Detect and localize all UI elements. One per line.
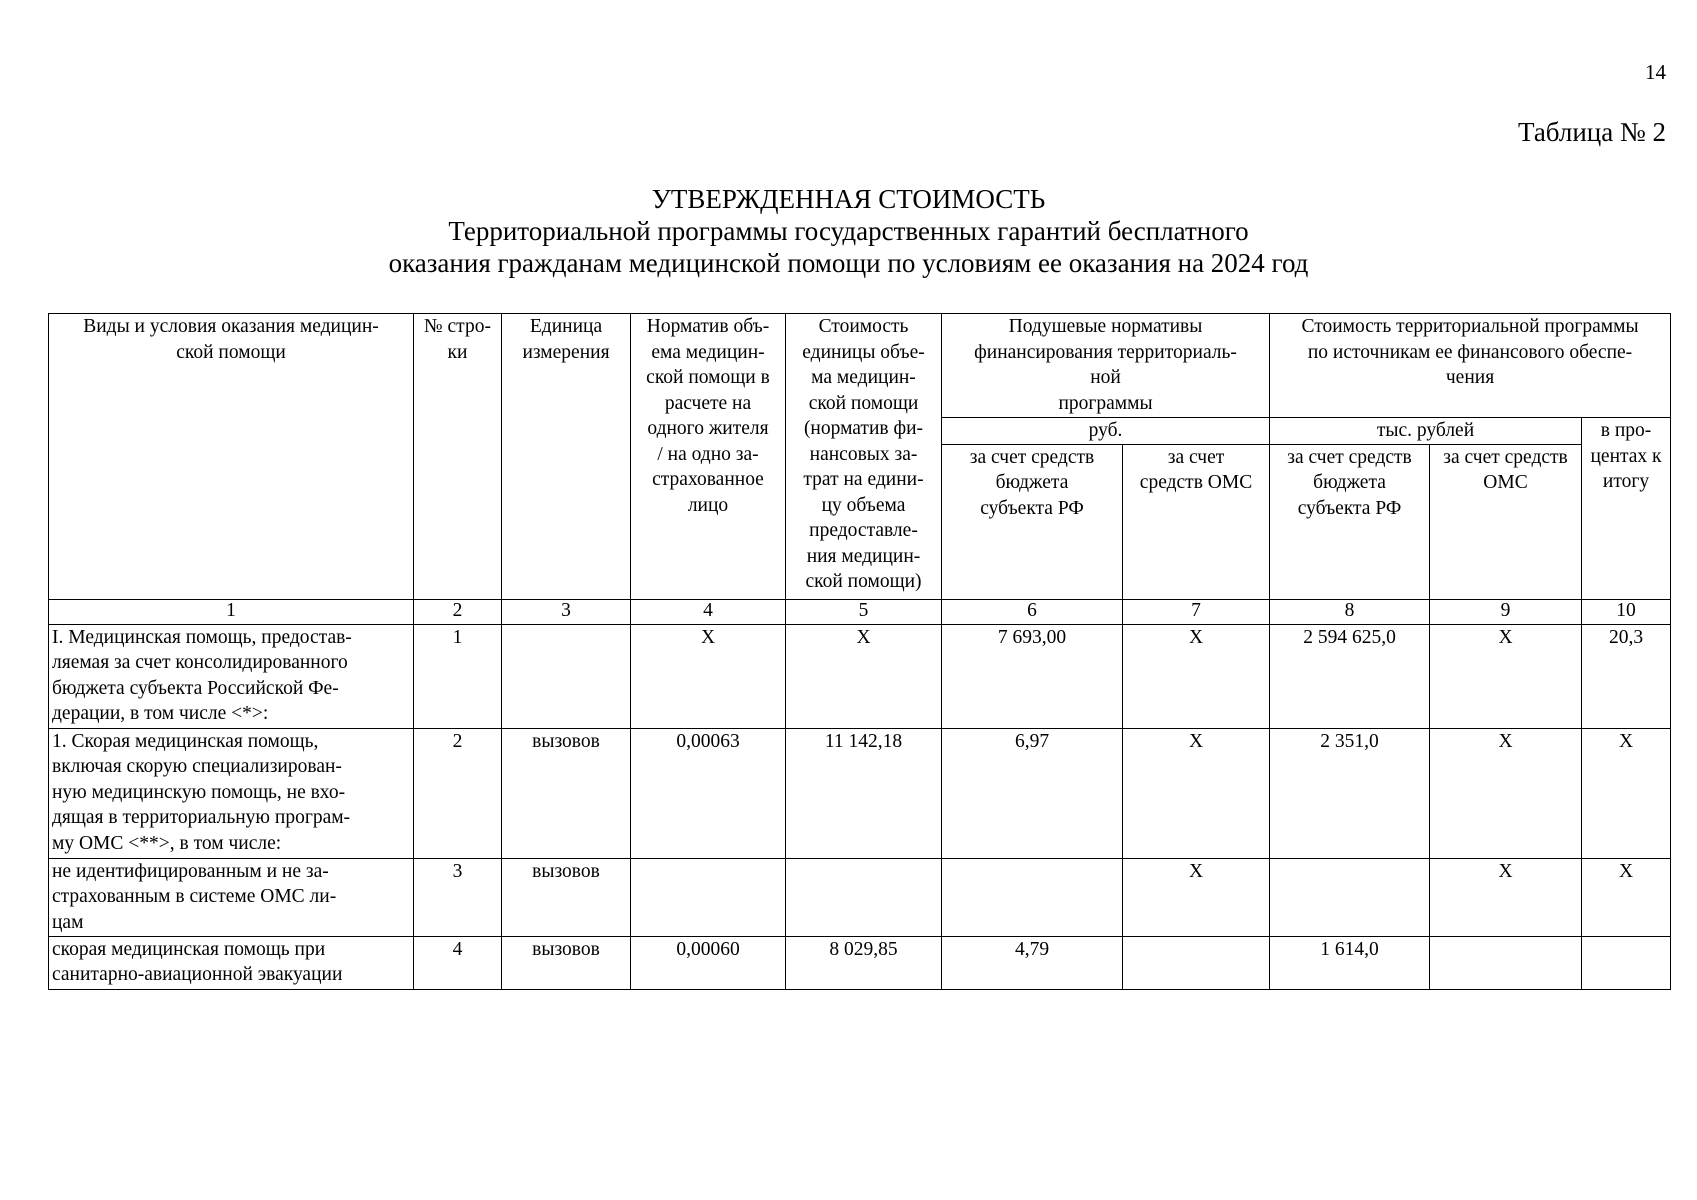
column-number: 2 (414, 599, 502, 624)
table-row (49, 858, 1671, 936)
text-line: I. Медицинская помощь, предостав- (52, 626, 352, 648)
row-unit-cost: 11 142,18 (786, 728, 942, 858)
text-line: по источникам ее финансового обеспе- (1307, 341, 1633, 363)
row-unit (502, 624, 631, 728)
header-cost-oms (1430, 444, 1582, 599)
text-line: ки (447, 341, 468, 363)
row-percent: X (1582, 858, 1671, 936)
header-percapita-budget (942, 444, 1123, 599)
text-line: предоставле- (809, 520, 918, 541)
text-line: бюджета субъекта Российской Фе- (52, 677, 339, 699)
text-line: бюджета (1313, 472, 1386, 493)
column-numbers-row (49, 599, 1671, 624)
text-line: 1. Скорая медицинская помощь, (52, 730, 319, 752)
row-volume-norm: 0,00063 (631, 728, 786, 858)
text-line: не идентифицированным и не за- (52, 860, 329, 882)
text-line: ОМС (1483, 472, 1528, 493)
text-line: в про- (1600, 420, 1652, 441)
column-number: 8 (1270, 599, 1430, 624)
text-line: / на одно за- (657, 443, 759, 465)
row-line-no: 3 (414, 858, 502, 936)
text-line: за счет средств (1443, 446, 1568, 468)
text-line: ной (1090, 367, 1121, 388)
text-line: за счет средств (1287, 446, 1412, 468)
text-line: ской помощи в (646, 367, 770, 388)
row-percent (1582, 936, 1671, 989)
text-line: Норматив объ- (646, 316, 770, 337)
column-number: 6 (942, 599, 1123, 624)
text-line: Стоимость (818, 316, 909, 337)
row-cost-budget: 2 351,0 (1270, 728, 1430, 858)
text-line: включая скорую специализирован- (52, 756, 342, 777)
row-cost-oms: X (1430, 624, 1582, 728)
text-line: трат на едини- (803, 469, 924, 490)
text-line: чения (1445, 367, 1495, 388)
row-percapita-budget (942, 858, 1123, 936)
header-cost-budget (1270, 444, 1430, 599)
text-line: ема медицин- (651, 341, 765, 363)
row-cost-oms (1430, 936, 1582, 989)
row-percapita-budget: 6,97 (942, 728, 1123, 858)
text-line: страхованное (652, 469, 764, 490)
header-percapita-oms (1123, 444, 1270, 599)
column-number: 1 (49, 599, 414, 624)
text-line: программы (1058, 392, 1153, 414)
row-line-no: 4 (414, 936, 502, 989)
row-percapita-oms: X (1123, 858, 1270, 936)
header-unit-cost (786, 314, 942, 600)
row-percapita-oms (1123, 936, 1270, 989)
column-number: 9 (1430, 599, 1582, 624)
text-line: расчете на (664, 392, 752, 414)
table-row (49, 624, 1671, 728)
text-line: ма медицин- (811, 367, 916, 388)
table-label: Таблица № 2 (1518, 117, 1666, 147)
header-volume-norm (631, 314, 786, 600)
table-row (49, 728, 1671, 858)
column-number: 10 (1582, 599, 1671, 624)
text-line: ния медицин- (806, 545, 921, 567)
title-line-2: Территориальной программы государственных гарантий бесплатного (448, 216, 1249, 246)
text-line: нансовых за- (809, 443, 918, 465)
text-line: страхованным в системе ОМС ли- (52, 886, 337, 907)
page-number: 14 (1645, 60, 1666, 84)
text-line: Подушевые нормативы (1008, 316, 1203, 337)
header-kinds (49, 314, 414, 600)
column-number: 3 (502, 599, 631, 624)
text-line: санитарно-авиационной эвакуации (52, 964, 343, 985)
text-line: ской помощи (176, 341, 286, 363)
text-line: Виды и условия оказания медицин- (83, 316, 379, 337)
text-line: му ОМС <**>, в том числе: (52, 832, 282, 854)
text-line: Единица (529, 316, 603, 337)
text-line: итогу (1602, 471, 1650, 492)
text-line: № стро- (424, 316, 491, 337)
row-unit-cost: 8 029,85 (786, 936, 942, 989)
row-percent: X (1582, 728, 1671, 858)
row-unit: вызовов (502, 858, 631, 936)
row-percapita-budget: 4,79 (942, 936, 1123, 989)
row-line-no: 2 (414, 728, 502, 858)
text-line: единицы объе- (802, 341, 925, 363)
row-volume-norm (631, 858, 786, 936)
text-line: ской помощи) (805, 571, 922, 592)
text-line: цу объема (821, 494, 906, 516)
row-unit: вызовов (502, 936, 631, 989)
text-line: одного жителя (647, 418, 769, 439)
header-cost-group (1270, 314, 1671, 418)
row-percent: 20,3 (1582, 624, 1671, 728)
text-line: за счет средств (969, 446, 1095, 468)
text-line: центах к (1590, 445, 1662, 467)
row-cost-budget (1270, 858, 1430, 936)
header-unit-rub: руб. (942, 418, 1270, 445)
row-percapita-oms: X (1123, 624, 1270, 728)
header-line-no (414, 314, 502, 600)
row-percapita-oms: X (1123, 728, 1270, 858)
text-line: скорая медицинская помощь при (52, 938, 326, 960)
text-line: (норматив фи- (803, 418, 924, 439)
row-cost-oms: X (1430, 858, 1582, 936)
row-name (49, 936, 414, 989)
text-line: дерации, в том числе <*>: (52, 703, 269, 724)
text-line: субъекта РФ (1297, 497, 1402, 519)
text-line: ляемая за счет консолидированного (52, 652, 348, 673)
cost-table (48, 313, 1671, 990)
row-unit: вызовов (502, 728, 631, 858)
header-unit-thousand: тыс. рублей (1270, 418, 1582, 445)
row-name (49, 858, 414, 936)
text-line: цам (52, 911, 84, 933)
text-line: измерения (522, 341, 610, 363)
document-title (0, 183, 1697, 279)
row-name (49, 624, 414, 728)
row-cost-budget: 1 614,0 (1270, 936, 1430, 989)
header-percent (1582, 418, 1671, 600)
header-percapita-group (942, 314, 1270, 418)
column-number: 5 (786, 599, 942, 624)
title-line-3: оказания гражданам медицинской помощи по условиям ее оказания на 2024 год (388, 248, 1309, 278)
text-line: субъекта РФ (980, 497, 1084, 519)
row-unit-cost (786, 858, 942, 936)
row-volume-norm: 0,00060 (631, 936, 786, 989)
row-cost-oms: X (1430, 728, 1582, 858)
text-line: бюджета (995, 472, 1069, 493)
row-line-no: 1 (414, 624, 502, 728)
row-percapita-budget: 7 693,00 (942, 624, 1123, 728)
column-number: 4 (631, 599, 786, 624)
text-line: финансирования территориаль- (974, 341, 1237, 363)
column-number: 7 (1123, 599, 1270, 624)
text-line: лицо (687, 494, 729, 516)
text-line: дящая в территориальную програм- (52, 807, 351, 828)
row-volume-norm: X (631, 624, 786, 728)
header-unit (502, 314, 631, 600)
row-cost-budget: 2 594 625,0 (1270, 624, 1430, 728)
text-line: ную медицинскую помощь, не вхо- (52, 781, 346, 803)
row-name (49, 728, 414, 858)
row-unit-cost: X (786, 624, 942, 728)
title-line-1: УТВЕРЖДЕННАЯ СТОИМОСТЬ (651, 184, 1046, 214)
text-line: Стоимость территориальной программы (1301, 316, 1639, 337)
text-line: средств ОМС (1139, 472, 1253, 493)
table-row (49, 936, 1671, 989)
text-line: за счет (1167, 446, 1225, 468)
text-line: ской помощи (808, 392, 919, 414)
